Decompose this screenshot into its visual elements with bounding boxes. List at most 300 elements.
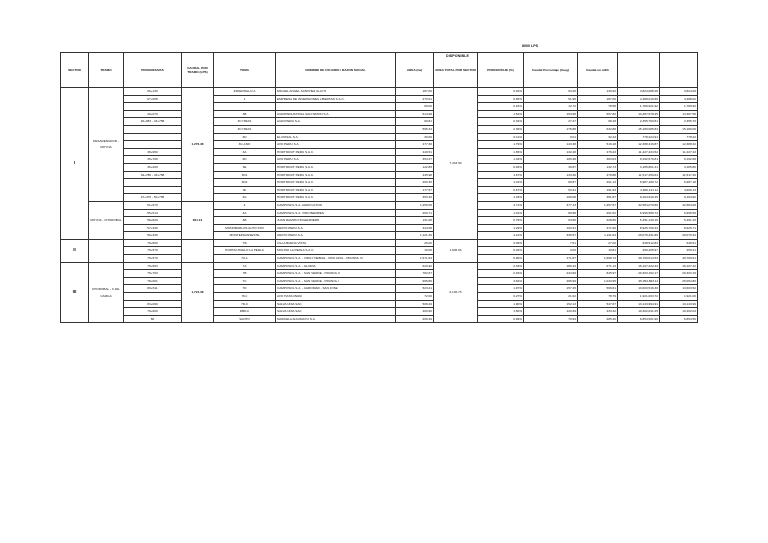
caudal-m3h-cell: 1,043.95	[578, 277, 618, 285]
extra-2-cell: 6,987.18	[660, 179, 698, 187]
area-cell: 514.08	[396, 110, 434, 118]
caudal-tramo-cell: 1,724.38	[182, 262, 214, 323]
area-cell: 782.67	[396, 270, 434, 278]
caudal-m3h-cell: 479.88	[578, 171, 618, 179]
porcentaje-cell: 1.90%	[478, 300, 524, 308]
progresiva-cell	[124, 133, 182, 141]
nombre-cell: AGROINDUSTRIAL SAN SIMON S.A.	[276, 110, 396, 118]
progresiva-cell	[124, 179, 182, 187]
caudal-porcentaje-cell: 21.62	[524, 293, 578, 301]
progresiva-cell: 75+570	[124, 255, 182, 263]
area-cell: 10.00	[396, 247, 434, 255]
porcentaje-cell: 1.79%	[478, 141, 524, 149]
caudal-porcentaje-cell: 106.08	[524, 194, 578, 202]
caudal-m3h-cell: 291.52	[578, 209, 618, 217]
toma-cell: 7A	[214, 262, 276, 270]
progresiva-cell	[124, 186, 182, 194]
caudal-porcentaje-cell: 80.98	[524, 209, 578, 217]
nombre-cell: MIGUEL ANGEL SANCHEZ ALAYO	[276, 88, 396, 96]
extra-1-cell: 6,854,561.90	[618, 315, 660, 323]
caudal-m3h-cell: 547.67	[578, 300, 618, 308]
nombre-cell: HORTIFRUT PERU S.A.C.	[276, 179, 396, 187]
table-row	[61, 201, 698, 209]
caudal-m3h-cell: 381.87	[578, 194, 618, 202]
nombre-cell: HORTIFRUT PERU S.A.C.	[276, 186, 396, 194]
extra-2-cell: 25,054.86	[660, 277, 698, 285]
caudal-m3h-cell: 187.00	[578, 95, 618, 103]
extra-1-cell: 13,143,994.91	[618, 300, 660, 308]
area-cell: 177.57	[396, 186, 434, 194]
table-row	[61, 88, 698, 96]
col-area: AREA (ha)	[396, 53, 434, 88]
toma-cell: INFIERNILLO A	[214, 88, 276, 96]
caudal-porcentaje-cell: 106.48	[524, 156, 578, 164]
extra-2-cell: 1,921.00	[660, 293, 698, 301]
disponible-label: DISPONIBLE	[446, 54, 469, 58]
caudal-porcentaje-cell: 80.87	[524, 179, 578, 187]
toma-cell: MONOBARLOS AUTO STR	[214, 224, 276, 232]
nombre-cell: HORTIFRUT PERU S.A.C.	[276, 148, 396, 156]
area-cell: 400.90	[396, 308, 434, 316]
table-row	[61, 179, 698, 187]
progresiva-cell: 78+800	[124, 239, 182, 247]
extra-1-cell: 29,079,341.89	[618, 232, 660, 240]
extra-1-cell: 13,603,516.30	[618, 285, 660, 293]
caudal-m3h-cell: 132.73	[578, 163, 618, 171]
table-row	[61, 186, 698, 194]
caudal-m3h-cell: 228.80	[578, 217, 618, 225]
table-row	[61, 209, 698, 217]
area-cell: 523.21	[396, 285, 434, 293]
toma-cell: 3B	[214, 110, 276, 118]
extra-1-cell: 4,606,131.11	[618, 186, 660, 194]
toma-cell: 3D	[214, 156, 276, 164]
progresiva-cell: 78+061	[124, 277, 182, 285]
progresiva-cell: 59+330	[124, 232, 182, 240]
porcentaje-cell: 1.33%	[478, 194, 524, 202]
table-row	[61, 293, 698, 301]
caudal-m3h-cell: 1,357.67	[578, 201, 618, 209]
progresiva-cell	[124, 293, 182, 301]
nombre-cell: HORTIFRUT PERU S.A.C.	[276, 194, 396, 202]
extra-2-cell: 16,107.22	[660, 262, 698, 270]
progresiva-cell: 75+570	[124, 247, 182, 255]
porcentaje-cell: 0.04%	[478, 247, 524, 255]
toma-cell: 7D-I	[214, 293, 276, 301]
caudal-porcentaje-cell: 377.13	[524, 201, 578, 209]
toma-cell: 7D	[214, 285, 276, 293]
extra-2-cell: 9,192.68	[660, 156, 698, 164]
porcentaje-cell: 0.46%	[478, 163, 524, 171]
table-row	[61, 163, 698, 171]
area-total-cell: 7,434.60	[434, 88, 478, 240]
caudal-porcentaje-cell: 152.13	[524, 300, 578, 308]
extra-2-cell: 13,387.58	[660, 110, 698, 118]
table-row	[61, 171, 698, 179]
extra-1-cell: 16,107,222.33	[618, 262, 660, 270]
progresiva-cell: 47+470 - 50+795	[124, 194, 182, 202]
nombre-cell: VILLA BUENA VISTA	[276, 239, 396, 247]
extra-2-cell: 12,388.32	[660, 141, 698, 149]
porcentaje-cell: 1.50%	[478, 308, 524, 316]
extra-2-cell: 10,402.04	[660, 308, 698, 316]
tramo-cell	[89, 239, 124, 262]
caudal-porcentaje-cell: 154.95	[524, 110, 578, 118]
extra-1-cell: 20,303,152.17	[618, 270, 660, 278]
caudal-m3h-cell: 433.42	[578, 308, 618, 316]
nombre-cell: HORTIFRUT PERU S.A.C.	[276, 163, 396, 171]
table-row	[61, 285, 698, 293]
nombre-cell: MOLINO LA PERLA S.A.C.	[276, 247, 396, 255]
table-row	[61, 262, 698, 270]
extra-2-cell: 4,488.02	[660, 95, 698, 103]
caudal-m3h-cell: 516.18	[578, 141, 618, 149]
col-caudal-porcentaje: Caudal Porcentaje (l/seg)	[524, 53, 578, 88]
area-cell: 69.00	[396, 103, 434, 111]
nombre-cell	[276, 125, 396, 133]
col-tramo: TRAMO	[89, 53, 124, 88]
caudal-m3h-cell: 32.43	[578, 133, 618, 141]
caudal-m3h-cell: 78.79	[578, 293, 618, 301]
extra-1-cell: 11,517,259.64	[618, 171, 660, 179]
area-cell: 440.51	[396, 148, 434, 156]
progresiva-cell: 06+130	[124, 88, 182, 96]
area-cell: 90.81	[396, 118, 434, 126]
area-cell: 1,256.09	[396, 201, 434, 209]
caudal-porcentaje-cell: 9.01	[524, 133, 578, 141]
toma-cell: 3F	[214, 186, 276, 194]
extra-2-cell: 9,164.92	[660, 194, 698, 202]
caudal-m3h-cell: 566.81	[578, 285, 618, 293]
caudal-m3h-cell: 78.58	[578, 103, 618, 111]
extra-2-cell: 11,427.43	[660, 148, 698, 156]
table-row	[61, 300, 698, 308]
area-cell: 354.37	[396, 156, 434, 164]
caudal-porcentaje-cell: 186.43	[524, 262, 578, 270]
progresiva-cell: 58+820	[124, 217, 182, 225]
col-sector: SECTOR	[61, 53, 89, 88]
extra-2-cell: 3,185.80	[660, 163, 698, 171]
caudal-m3h-cell: 671.13	[578, 262, 618, 270]
area-cell: 72.00	[396, 293, 434, 301]
nombre-cell: MARCELA ALFAMAYO S.A.	[276, 315, 396, 323]
nombre-cell: CAMPOSOL S.A. - VIRGY NEBLIE - ORO AZUL - PRUNOL III	[276, 255, 396, 263]
nombre-cell: CAMPOSOL S.A. - GLORIA	[276, 262, 396, 270]
caudal-porcentaje-cell: 133.30	[524, 171, 578, 179]
nombre-cell: JUAN RAMON HOGENDIERN	[276, 217, 396, 225]
caudal-porcentaje-cell: 12.72	[524, 103, 578, 111]
caudal-m3h-cell: 27.02	[578, 239, 618, 247]
area-cell: 211.68	[396, 217, 434, 225]
progresiva-cell: 40+953 - 43+758	[124, 118, 182, 126]
porcentaje-cell: 1.01%	[478, 179, 524, 187]
porcentaje-cell: 4.21%	[478, 232, 524, 240]
toma-cell: DBD-II	[214, 308, 276, 316]
nombre-cell: CAMPOSOL S.A. - SAN VERDE - PRUNOL II	[276, 270, 396, 278]
porcentaje-cell: 0.65%	[478, 95, 524, 103]
extra-1-cell: 9,164,919.45	[618, 194, 660, 202]
caudal-m3h-cell: 285.40	[578, 315, 618, 323]
table-row	[61, 141, 698, 149]
table-row	[61, 110, 698, 118]
toma-cell: 7A-1	[214, 255, 276, 263]
extra-1-cell: 11,427,434.52	[618, 148, 660, 156]
extra-1-cell: 2,355,760.81	[618, 118, 660, 126]
extra-1-cell: 3,824,088.28	[618, 88, 660, 96]
nombre-cell: AVO PERU S.A.	[276, 141, 396, 149]
caudal-porcentaje-cell: 175.88	[524, 125, 578, 133]
nombre-cell: EMPRESA DE INVERSIONES LIBERTAD S.A.C.	[276, 95, 396, 103]
col-nombre: NOMBRE DE USUARIO / RAZON SOCIAL	[276, 53, 396, 88]
porcentaje-cell: 2.33%	[478, 262, 524, 270]
caudal-m3h-cell: 191.93	[578, 186, 618, 194]
toma-cell: 4B	[214, 217, 276, 225]
col-toma: TOMA	[214, 53, 276, 88]
nombre-cell: ARATO PERU S.A.	[276, 232, 396, 240]
porcentaje-cell: 4.71%	[478, 201, 524, 209]
extra-1-cell: 3,185,801.41	[618, 163, 660, 171]
porcentaje-cell: 1.54%	[478, 110, 524, 118]
table-row	[61, 103, 698, 111]
nombre-cell: CAMPOSOL S.A. VIRO BERRIES	[276, 209, 396, 217]
extra-1-cell: 1,789,921.92	[618, 103, 660, 111]
porcentaje-cell: 1.97%	[478, 285, 524, 293]
progresiva-cell	[124, 103, 182, 111]
table-row	[61, 125, 698, 133]
caudal-m3h-cell: 632.88	[578, 125, 618, 133]
caudal-m3h-cell: 557.82	[578, 110, 618, 118]
progresiva-cell: 79+600	[124, 308, 182, 316]
caudal-m3h-cell: 1,211.64	[578, 232, 618, 240]
toma-cell: 4A	[214, 209, 276, 217]
area-cell: 445.98	[396, 171, 434, 179]
table-row	[61, 308, 698, 316]
caudal-porcentaje-cell: 53.31	[524, 186, 578, 194]
caudal-m3h-cell: 291.13	[578, 179, 618, 187]
area-cell: 25.00	[396, 239, 434, 247]
nombre-cell	[276, 103, 396, 111]
progresiva-cell: 80	[124, 315, 182, 323]
nombre-cell: AVO HASS PERU	[276, 293, 396, 301]
progresiva-cell: 83+090	[124, 300, 182, 308]
progresiva-cell	[124, 125, 182, 133]
extra-1-cell: 25,054,863.11	[618, 277, 660, 285]
area-cell: 1,121.30	[396, 232, 434, 240]
extra-1-cell: 13,387,578.25	[618, 110, 660, 118]
area-total-cell: 6,136.73	[434, 262, 478, 323]
progresiva-cell: 35+760	[124, 156, 182, 164]
progresiva-cell: 36+260	[124, 163, 182, 171]
porcentaje-cell: 3.62%	[478, 277, 524, 285]
progresiva-cell: 51+670	[124, 201, 182, 209]
col-extra-1	[618, 53, 660, 88]
porcentaje-cell: 0.27%	[478, 293, 524, 301]
caudal-porcentaje-cell: 36.87	[524, 163, 578, 171]
caudal-porcentaje-cell: 471.87	[524, 255, 578, 263]
caudal-porcentaje-cell: 79.93	[524, 315, 578, 323]
sector-cell: II	[61, 239, 89, 262]
caudal-m3h-cell: 845.97	[578, 270, 618, 278]
progresiva-cell: 75+793	[124, 270, 182, 278]
extra-1-cell: 15,189,085.83	[618, 125, 660, 133]
tramo-cell: CHOROBAL - C.DE. CAMGA	[89, 262, 124, 323]
area-cell: 30.00	[396, 133, 434, 141]
caudal-m3h-cell: 139.92	[578, 88, 618, 96]
table-row	[61, 224, 698, 232]
extra-2-cell: 8,925.71	[660, 224, 698, 232]
porcentaje-cell: 0.67%	[478, 186, 524, 194]
porcentaje-cell: 5.90%	[478, 255, 524, 263]
col-progresivas: PROGRESIVAS	[124, 53, 182, 88]
porcentaje-cell: 2.39%	[478, 125, 524, 133]
extra-2-cell: 13,143.99	[660, 300, 698, 308]
nombre-cell: CAMPOSOL S.A. AGRICULTOR	[276, 201, 396, 209]
extra-1-cell: 259,405.97	[618, 247, 660, 255]
toma-cell: MONTEFRANSESTE	[214, 232, 276, 240]
porcentaje-cell: 0.79%	[478, 217, 524, 225]
toma-cell: 7D-II	[214, 300, 276, 308]
progresiva-cell: 80+511	[124, 285, 182, 293]
caudal-porcentaje-cell: 63.25	[524, 88, 578, 96]
toma-cell	[214, 103, 276, 111]
caudal-porcentaje-cell: 234.99	[524, 270, 578, 278]
extra-1-cell: 12,388,316.87	[618, 141, 660, 149]
progresiva-cell: 07+058	[124, 95, 182, 103]
water-allocation-table	[60, 52, 698, 323]
col-caudal-m3h: Caudal en m3/h	[578, 53, 618, 88]
extra-1-cell: 1,921,003.72	[618, 293, 660, 301]
extra-2-cell: 15,189.09	[660, 125, 698, 133]
toma-cell: 1	[214, 95, 276, 103]
extra-2-cell: 4,606.13	[660, 186, 698, 194]
caudal-tramo-cell	[182, 239, 214, 262]
sector-cell: I	[61, 88, 89, 240]
toma-cell: 7B	[214, 270, 276, 278]
extra-1-cell: 648,512.84	[618, 239, 660, 247]
caudal-tramo-cell: 861.13	[182, 201, 214, 239]
toma-cell: 3C HMAS	[214, 118, 276, 126]
caudal-m3h-cell: 1,698.73	[578, 255, 618, 263]
area-cell: 477.30	[396, 141, 434, 149]
area-cell: 187.00	[396, 88, 434, 96]
area-cell: 266.29	[396, 315, 434, 323]
extra-1-cell: 6,996,589.73	[618, 209, 660, 217]
extra-2-cell: 13,603.52	[660, 285, 698, 293]
extra-1-cell: 4,488,016.86	[618, 95, 660, 103]
table-row	[61, 239, 698, 247]
area-cell: 270.01	[396, 95, 434, 103]
col-caudal-tramo: CAUDAL POR TRAMO (LPS)	[182, 53, 214, 88]
extra-2-cell: 5,491.15	[660, 217, 698, 225]
caudal-m3h-cell: 476.23	[578, 148, 618, 156]
area-cell: 269.71	[396, 209, 434, 217]
extra-2-cell: 29,079.34	[660, 232, 698, 240]
table-row	[61, 277, 698, 285]
table-row	[61, 148, 698, 156]
caudal-porcentaje-cell: 27.27	[524, 118, 578, 126]
caudal-porcentaje-cell: 143.38	[524, 141, 578, 149]
table-row	[61, 95, 698, 103]
toma-cell: 3G	[214, 194, 276, 202]
toma-cell: 3E	[214, 163, 276, 171]
table-row	[61, 133, 698, 141]
header-row	[61, 53, 698, 88]
toma-cell: 3A	[214, 148, 276, 156]
extra-2-cell: 778.22	[660, 133, 698, 141]
progresiva-cell: 40+070	[124, 110, 182, 118]
caudal-porcentaje-cell: 289.99	[524, 277, 578, 285]
toma-cell: 4	[214, 201, 276, 209]
table-row	[61, 156, 698, 164]
progresiva-cell	[124, 141, 182, 149]
spreadsheet	[60, 52, 698, 323]
col-area-total: AREA TOTAL POR SECTOR	[434, 53, 478, 88]
porcentaje-cell: 1.29%	[478, 224, 524, 232]
lps-label: 8000 LPS	[522, 44, 538, 48]
extra-2-cell: 259.41	[660, 247, 698, 255]
caudal-porcentaje-cell: 63.56	[524, 217, 578, 225]
table-row	[61, 194, 698, 202]
extra-2-cell: 40,769.61	[660, 255, 698, 263]
table-row	[61, 247, 698, 255]
caudal-tramo-cell: 1,276.38	[182, 88, 214, 202]
extra-1-cell: 10,402,041.45	[618, 308, 660, 316]
toma-cell: 7/6	[214, 239, 276, 247]
porcentaje-cell: 0.11%	[478, 133, 524, 141]
extra-1-cell: 40,769,614.53	[618, 255, 660, 263]
nombre-cell: HORTIFRUT PERU S.A.C.	[276, 171, 396, 179]
nombre-cell: AGRI PERU S.A.	[276, 118, 396, 126]
caudal-m3h-cell: 10.81	[578, 247, 618, 255]
table-row	[61, 118, 698, 126]
toma-cell: 7C	[214, 277, 276, 285]
toma-cell: 3D2	[214, 179, 276, 187]
nombre-cell: EL ROSAL S.A.	[276, 133, 396, 141]
table-body	[61, 88, 698, 323]
extra-2-cell: 11,517.26	[660, 171, 698, 179]
porcentaje-cell: 2.94%	[478, 270, 524, 278]
extra-2-cell: 2,355.76	[660, 118, 698, 126]
caudal-m3h-cell: 383.03	[578, 156, 618, 164]
extra-1-cell: 6,987,180.72	[618, 179, 660, 187]
table-row	[61, 217, 698, 225]
caudal-porcentaje-cell: 51.95	[524, 95, 578, 103]
col-porcentaje: PORCENTAJE (%)	[478, 53, 524, 88]
extra-1-cell: 5,491,149.16	[618, 217, 660, 225]
nombre-cell: SALVA UNIA SAC	[276, 308, 396, 316]
caudal-porcentaje-cell: 120.39	[524, 308, 578, 316]
porcentaje-cell: 0.99%	[478, 315, 524, 323]
progresiva-cell: 57+330	[124, 224, 182, 232]
extra-1-cell: 778,224.91	[618, 133, 660, 141]
extra-1-cell: 9,192,676.81	[618, 156, 660, 164]
progresiva-cell: 34+780 - 43+758	[124, 171, 182, 179]
extra-2-cell: 6,854.56	[660, 315, 698, 323]
area-cell: 269.35	[396, 179, 434, 187]
area-cell: 353.30	[396, 194, 434, 202]
area-cell: 1,571.63	[396, 255, 434, 263]
progresiva-cell: 38+950	[124, 148, 182, 156]
extra-2-cell: 3,824.09	[660, 88, 698, 96]
extra-2-cell: 648.51	[660, 239, 698, 247]
toma-cell: 3C-ANO	[214, 141, 276, 149]
caudal-m3h-cell: 371.90	[578, 224, 618, 232]
table-row	[61, 232, 698, 240]
area-cell: 344.08	[396, 224, 434, 232]
table-row	[61, 315, 698, 323]
toma-cell: SANTO	[214, 315, 276, 323]
porcentaje-cell: 0.94%	[478, 88, 524, 96]
